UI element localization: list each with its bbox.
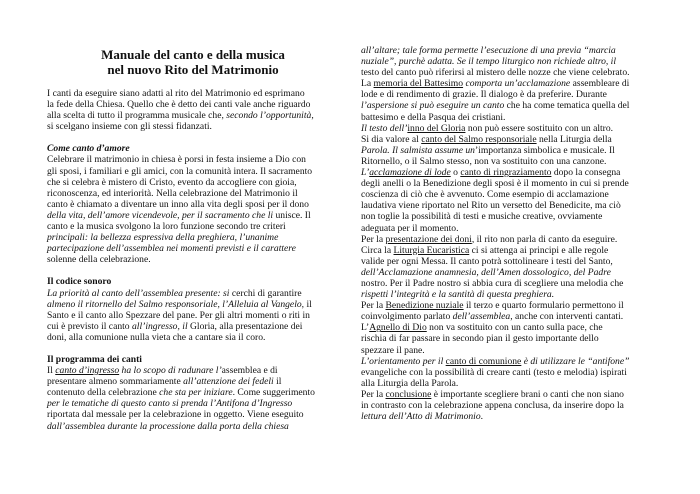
- text-line: I canti da eseguire siano adatti al rito del Matrimonio ed esprimano: [47, 88, 305, 99]
- text-line: l’aspersione si può eseguire un canto che ha come tematica quella del: [361, 100, 630, 112]
- text-line: cui è previsto il canto all’ingresso, il Gloria, alla presentazione dei: [47, 320, 303, 332]
- text-line: nuziale”, purchè adatta. Se il tempo liturgico non richiede altro, il: [361, 56, 617, 68]
- section-heading-programma: Il programma dei canti: [47, 353, 142, 365]
- text-line: gli sposi, i familiari e gli amici, con la comunità intera. Il sacramento: [47, 165, 313, 177]
- text-line: L’orientamento per il canto di comunione è di utilizzare le “antifone”: [361, 355, 630, 367]
- text-line: canto è chiamato a diventare un inno alla vita degli sposi per il dono: [47, 198, 309, 210]
- text-line: almeno il ritornello del Salmo responsoriale, l’Alleluia al Vangelo, il: [47, 298, 312, 310]
- text-line: contenuto della celebrazione che sta per iniziare. Come suggerimento: [47, 387, 315, 399]
- section-heading-canto-amore: Come canto d’amore: [47, 143, 130, 155]
- text-line: Per la conclusione è importante scegliere brani o canti che non siano: [361, 388, 624, 400]
- text-line: in contrasto con la celebrazione appena conclusa, da inserire dopo la: [361, 400, 624, 411]
- text-line: coscienza di ciò che è avvenuto. Come esempio di acclamazione: [361, 189, 609, 201]
- text-line: non toglie la possibilità di testi e musiche creative, ovviamente: [361, 211, 603, 223]
- text-line: doni, alla comunione nulla vieta che a cantare sia il coro.: [47, 331, 266, 343]
- title-line-1: Manuale del canto e della musica: [101, 47, 285, 62]
- section-heading-codice-sonoro: Il codice sonoro: [47, 276, 112, 288]
- text-line: partecipazione dell’assemblea nei momenti previsti e il carattere: [47, 243, 296, 255]
- text-line: riportata dal messale per la celebrazione in oggetto. Viene eseguito: [47, 409, 304, 421]
- text-line: Il canto d’ingresso ha lo scopo di radunare l’assemblea e di: [47, 365, 278, 377]
- text-line: Circa la Liturgia Eucaristica ci si attenga ai principi e alle regole: [361, 244, 609, 256]
- text-line: Per la Benedizione nuziale il terzo e quarto formulario permettono il: [361, 300, 624, 312]
- text-line: all’altare; tale forma permette l’esecuzione di una previa “marcia: [361, 45, 616, 56]
- text-line: lettura dell’Atto di Matrimonio.: [361, 411, 484, 423]
- text-line: battesimo e della Pasqua dei cristiani.: [361, 111, 506, 123]
- text-line: rischia di far passare in secondo pian il gesto importante dello: [361, 333, 599, 345]
- text-line: solenne della celebrazione.: [47, 254, 151, 266]
- text-line: testo del canto può riferirsi al mistero delle nozze che viene celebrato.: [361, 67, 630, 79]
- text-line: laudativa viene riportato nel Rito un versetto del Benedicite, ma ciò: [361, 200, 621, 212]
- text-line: principali: la bellezza espressiva della preghiera, l’unanime: [47, 232, 279, 244]
- text-line: Il testo dell’inno del Gloria non può essere sostituito con un altro.: [361, 122, 614, 134]
- text-line: della vita, dell’amore vicendevole, per il sacramento che li unisce. Il: [47, 209, 311, 221]
- text-line: Celebrare il matrimonio in chiesa è porsi in festa insieme a Dio con: [47, 154, 306, 166]
- text-line: Santo e il canto allo Spezzare del pane. Per gli altri momenti o riti in: [47, 309, 310, 321]
- text-line: canto e la musica svolgono la loro funzione secondo tre criteri: [47, 221, 286, 233]
- text-line: alla Liturgia della Parola.: [361, 377, 459, 389]
- text-line: La memoria del Battesimo comporta un’acclamazione assembleare di: [361, 78, 630, 90]
- text-line: Si dia valore al canto del Salmo responsoriale nella Liturgia della: [361, 133, 612, 145]
- text-line: adeguata per il momento.: [361, 222, 459, 234]
- text-line: coinvolgimento parlato dell’assemblea, anche con interventi cantati.: [361, 311, 624, 323]
- text-line: rispetti l’integrità e la santità di questa preghiera.: [361, 289, 555, 301]
- text-line: dall’assemblea durante la processione dalla porta della chiesa: [47, 420, 289, 432]
- text-line: la fede della Chiesa. Quello che è detto dei canti vale anche riguardo: [47, 99, 311, 111]
- text-line: La priorità al canto dell’assemblea presente: si cerchi di garantire: [47, 287, 302, 299]
- title-line-2: nel nuovo Rito del Matrimonio: [107, 62, 279, 77]
- text-line: dell’Acclamazione anamnesia, dell’Amen dossologico, del Padre: [361, 266, 611, 278]
- text-line: per le tematiche di questo canto si prenda l’Antifona d’Ingresso: [47, 398, 293, 410]
- text-line: degli anelli o la Benedizione degli sposi è il momento in cui si prende: [361, 178, 629, 190]
- text-line: Per la presentazione dei doni, il rito non parla di canto da eseguire.: [361, 233, 618, 245]
- text-line: nostro. Per il Padre nostro si abbia cura di scegliere una melodia che: [361, 277, 624, 289]
- text-line: L’acclamazione di lode o canto di ringraziamento dopo la consegna: [361, 167, 621, 179]
- text-line: valide per ogni Messa. Il canto potrà sottolineare i testi del Santo,: [361, 255, 613, 267]
- left-column: [47, 88, 339, 432]
- text-line: presentare almeno sommariamente all’attenzione dei fedeli il: [47, 376, 282, 388]
- text-line: che si celebra è mistero di Cristo, evento da accogliere con gioia,: [47, 176, 297, 188]
- paragraph-gap: [47, 343, 339, 354]
- text-line: Ritornello, o il Salmo stesso, non va sostituito con una canzone.: [361, 155, 607, 167]
- text-line: spezzare il pane.: [361, 344, 425, 356]
- text-line: si scelgano insieme con gli stessi fidanzati.: [47, 121, 212, 133]
- right-column: [361, 45, 661, 422]
- paragraph-gap: [47, 265, 339, 276]
- text-line: alla scelta di tutto il programma musicale che, secondo l’opportunità,: [47, 110, 314, 122]
- text-line: lode e di rendimento di grazie. Il dialogo è da preferire. Durante: [361, 89, 607, 101]
- text-line: evangeliche con la possibilità di creare canti (testo e melodia) ispirati: [361, 366, 627, 378]
- text-line: L’Agnello di Dio non va sostituito con un canto sulla pace, che: [361, 322, 603, 334]
- document-title: [47, 47, 339, 77]
- paragraph-gap: [47, 132, 339, 143]
- text-line: Parola. Il salmista assume un’importanza simbolica e musicale. Il: [361, 144, 615, 156]
- text-line: riconoscenza, ed interiorità. Nella celebrazione del Matrimonio il: [47, 187, 298, 199]
